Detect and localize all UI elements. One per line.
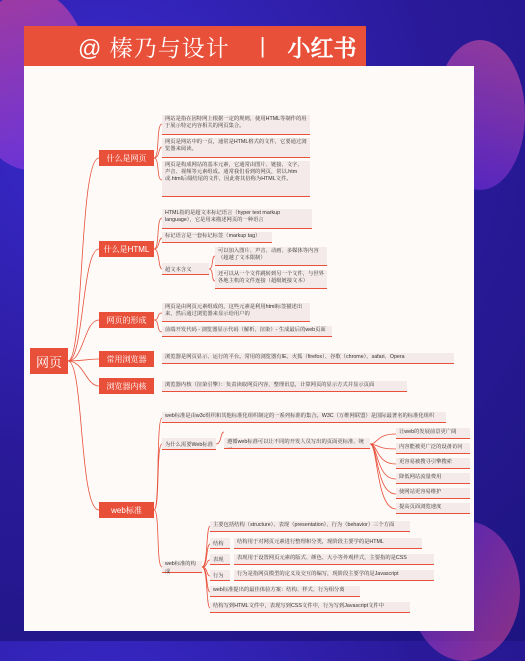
leaf-why-text: 遵循web标准可以让不同的开发人员写出的页面更标准、统一 [224, 438, 370, 449]
branch-web-standard: web标准 [99, 502, 154, 518]
composition-value: 表现用于设置网页元素的版式、颜色、大小等外观样式，主要指的是CSS [234, 554, 434, 565]
branch-browsers: 常用浏览器 [99, 351, 154, 367]
composition-value: 结构用于对网页元素进行整理和分类，现阶段主要学的是HTML [234, 538, 422, 549]
leaf-composition-note-2: 结构写到HTML文件中，表现写到CSS文件中，行为写到Javascript文件中 [210, 602, 410, 613]
branch-formation: 网页的形成 [99, 312, 154, 328]
brand-logo: 小红书 [287, 34, 357, 61]
leaf-webpage-3: 网页是构成网站的基本元素，它通常由图片、链接、文字、声音、视频等元素组成。通常我们看到的网页，常以.htm或.html后缀结尾的文件，因此将其俗称为HTML文件。 [162, 161, 310, 197]
header-banner [24, 26, 366, 66]
mindmap-card [24, 66, 474, 631]
header-separator: | [259, 33, 266, 58]
sub-why-web-standard: 为什么需要Web标准 [162, 438, 216, 450]
sub-web-standard-composition: web标准的构成 [162, 561, 202, 573]
leaf-kernel-1: 浏览器内核（渲染引擎）：负责读取网页内容，整理讯息，计算网页的显示方式并显示页面 [162, 381, 407, 392]
benefit-item: 让web的发展前景更广阔 [396, 428, 470, 439]
leaf-html-2: 标记语言是一套标记标签（markup tag） [162, 232, 272, 243]
composition-key: 结构 [210, 538, 230, 549]
leaf-hypertext-1: 可以加入图片、声音、动画、多媒体等内容（超越了文本限制） [215, 247, 327, 266]
benefit-item: 内容能被更广泛的设备访问 [396, 443, 470, 454]
root-node: 网页 [30, 348, 68, 374]
leaf-formation-2: 前端开发代码 - 浏览器显示代码（解析、渲染）- 生成最后的web页面 [162, 326, 332, 337]
leaf-webpage-2: 网页是网站中的一页，通常是HTML格式的文件，它要通过浏览器来阅读。 [162, 138, 310, 158]
benefit-item: 降低网站流量费用 [396, 473, 470, 484]
benefit-item: 更容易被搜寻引擎搜索 [396, 458, 470, 469]
branch-what-is-html: 什么是HTML [99, 241, 154, 257]
leaf-browsers-1: 浏览器是网页显示、运行的平台。常用的浏览器有IE、火狐（firefox）、谷歌（chrome）、safari、Opera [162, 353, 454, 364]
sub-hypertext-meaning: 超文本含义 [162, 263, 209, 275]
leaf-composition-note-1: web标准提出的最佳体验方案：结构、样式、行为相分离 [210, 586, 360, 597]
composition-value: 行为是指网页模型的定义及交互的编写，现阶段主要学的是Javascript [234, 570, 434, 581]
leaf-composition-intro: 主要包括结构（structure）、表现（presentation）、行为（behavior）三个方面 [210, 521, 410, 532]
branch-what-is-webpage: 什么是网页 [99, 150, 154, 166]
benefit-item: 使网站更容易维护 [396, 488, 470, 499]
branch-kernel: 浏览器内核 [99, 378, 154, 394]
leaf-web-standard-intro: web标准是由w3c组织和其他标准化组织制定的一系列标准的集合。W3C（万维网联盟）是国际最著名的标准化组织 [162, 412, 446, 423]
composition-key: 表现 [210, 554, 230, 565]
author-name: @ 榛乃与设计 [78, 34, 230, 61]
benefit-item: 提高页面浏览速度 [396, 503, 470, 514]
leaf-hypertext-2: 还可以从一个文件跳转到另一个文件，与世界各地主机的文件连接（超级链接文本） [215, 270, 327, 289]
leaf-webpage-1: 网站是指在因特网上根据一定的规则，使用HTML等制作的用于展示特定内容相关的网页集合。 [162, 115, 310, 135]
leaf-html-1: HTML指的是超文本标记语言（hyper text markup language），它是用来描述网页的一种语言 [162, 209, 312, 229]
leaf-formation-1: 网页是由网页元素组成的，这些元素是利用html标签描述出来，然后通过浏览器来显示给用户的 [162, 303, 310, 322]
composition-key: 行为 [210, 570, 230, 581]
